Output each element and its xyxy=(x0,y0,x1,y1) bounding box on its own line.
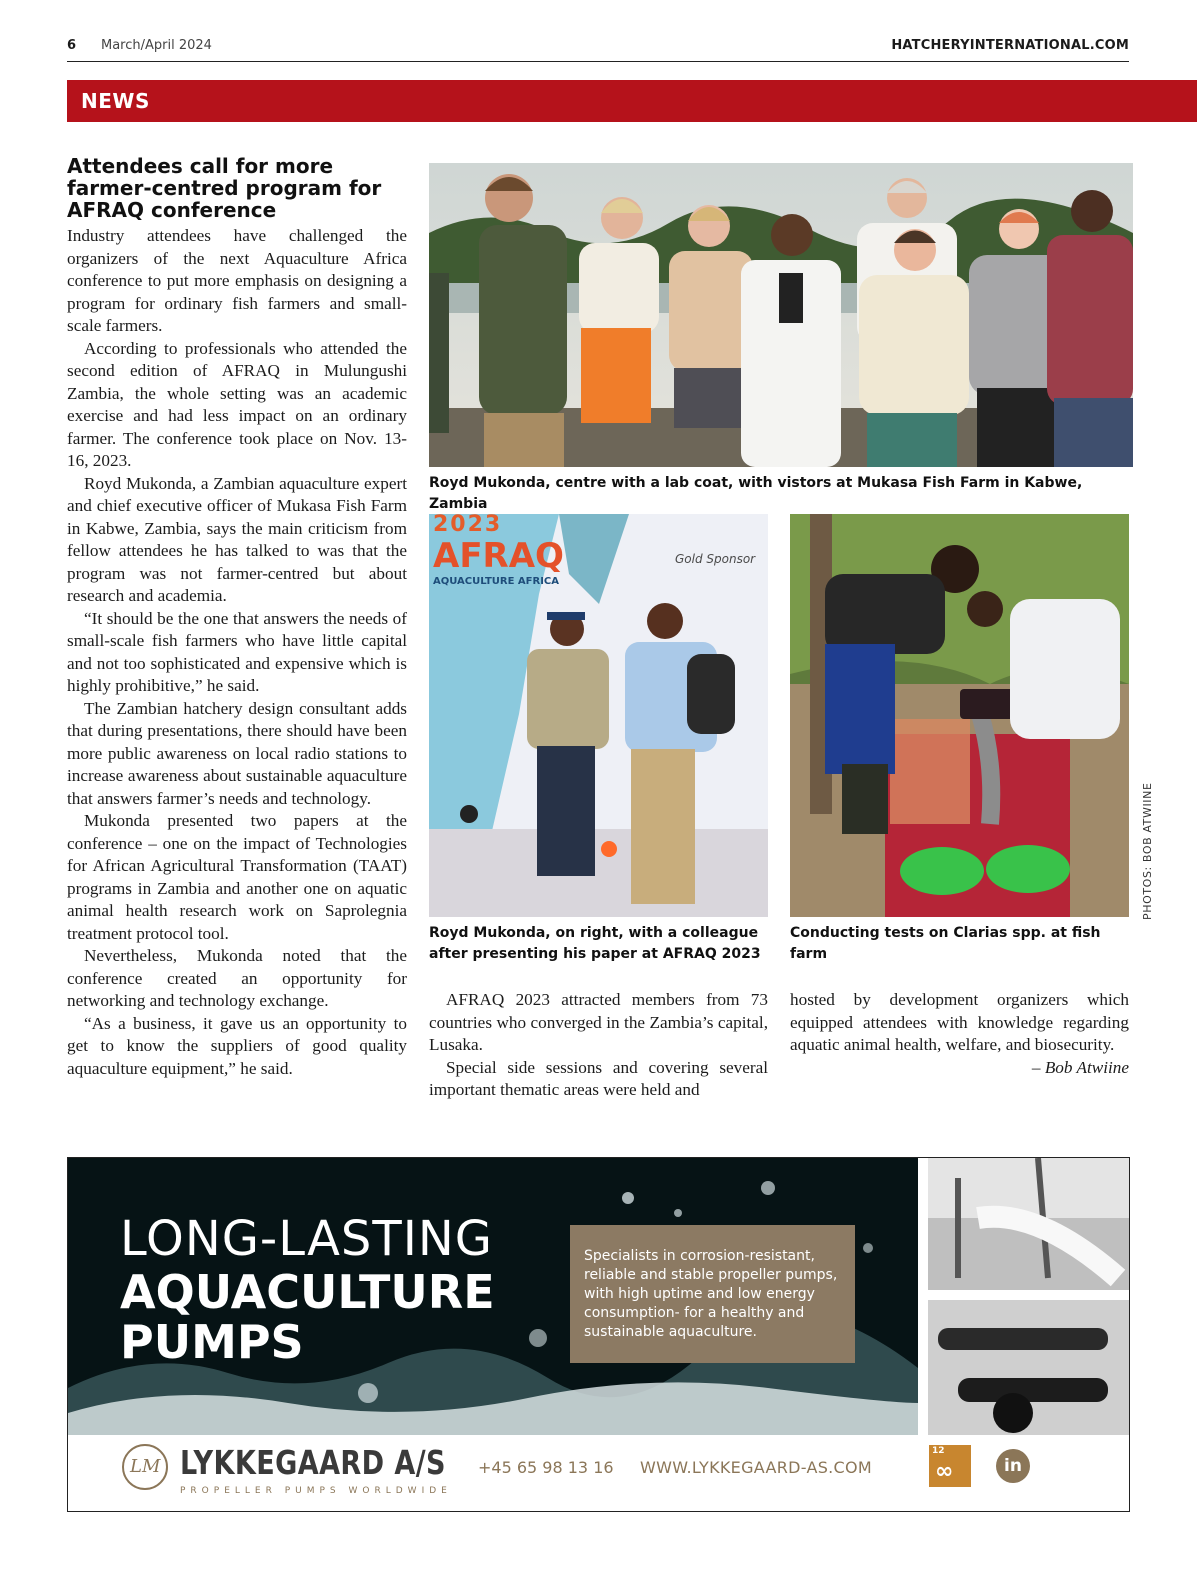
ad-title-line-2: AQUACULTURE xyxy=(120,1265,495,1319)
paragraph: Nevertheless, Mukonda noted that the conference created an opportunity for networking and technology exchange. xyxy=(67,946,407,1010)
header-rule xyxy=(67,61,1129,62)
paragraph: Royd Mukonda, a Zambian aquaculture expert and chief executive officer of Mukasa Fish Farm in Kabwe, Zambia, says the main criticism from fellow attendees he has talked to was that the program was not farmer-centred but about research and academia. xyxy=(67,473,407,605)
page-number: 6 xyxy=(67,38,77,53)
byline: – Bob Atwiine xyxy=(1031,1057,1129,1077)
article-headline: Attendees call for more farmer-centred program for AFRAQ conference xyxy=(67,154,382,222)
brand-logo-mark: LM xyxy=(130,1456,161,1477)
paragraph: hosted by development organizers which equipped attendees with knowledge regarding aquatic animal health, welfare, and biosecurity. xyxy=(790,990,1129,1054)
ad-tagline: PROPELLER PUMPS WORLDWIDE xyxy=(180,1486,452,1496)
group-photo xyxy=(429,163,1133,467)
fish-test-photo xyxy=(790,514,1129,917)
ad-phone[interactable]: +45 65 98 13 16 xyxy=(478,1458,614,1477)
ad-footer xyxy=(68,1435,1129,1511)
ad-description: Specialists in corrosion-resistant, reliable and stable propeller pumps, with high uptime and low energy consumption- for a healthy and sustainable aquaculture. xyxy=(570,1225,855,1363)
paragraph: “As a business, it gave us an opportunity to get to know the suppliers of good quality aquaculture equipment,” he said. xyxy=(67,1013,407,1078)
advertisement[interactable] xyxy=(67,1157,1130,1512)
paragraph: AFRAQ 2023 attracted members from 73 countries who converged in the Zambia’s capital, Lusaka. xyxy=(429,990,768,1054)
ad-title-line-3: PUMPS xyxy=(120,1315,304,1369)
banner-year: 2023 xyxy=(433,514,503,537)
photo-credit: PHOTOS: BOB ATWIINE xyxy=(1141,782,1154,920)
article-column-3 xyxy=(790,989,1129,1079)
infinity-icon: ∞ xyxy=(935,1459,954,1484)
brand-logo-icon xyxy=(122,1444,168,1490)
linkedin-icon[interactable] xyxy=(996,1449,1030,1483)
banner-subtitle: AQUACULTURE AFRICA xyxy=(433,576,559,587)
section-label: NEWS xyxy=(81,89,150,113)
site-name[interactable]: HATCHERYINTERNATIONAL.COM xyxy=(891,38,1129,53)
banner-sponsor: Gold Sponsor xyxy=(675,552,756,566)
ad-brand-name: LYKKEGAARD A/S xyxy=(180,1443,446,1482)
sdg-number: 12 xyxy=(932,1446,945,1456)
paragraph: Industry attendees have challenged the organizers of the next Aquaculture Africa conference to put more emphasis on designing a program for ordinary fish farmers and small-scale farmers. xyxy=(67,226,407,335)
top-photo-caption: Royd Mukonda, centre with a lab coat, with vistors at Mukasa Fish Farm in Kabwe, Zambia xyxy=(429,475,1083,512)
section-bar xyxy=(67,80,1197,122)
paragraph: Mukonda presented two papers at the conference – one on the impact of Technologies for African Agricultural Transformation (TAAT) programs in Zambia and another one on aquatic animal health research work on Saprolegnia treatment protocol tool. xyxy=(67,811,407,943)
ad-website-link[interactable]: WWW.LYKKEGAARD-AS.COM xyxy=(640,1458,873,1477)
article-column-1 xyxy=(67,225,407,1080)
right-photo-caption: Conducting tests on Clarias spp. at fish farm xyxy=(790,925,1101,962)
paragraph: Special side sessions and covering several important thematic areas were held and xyxy=(429,1057,768,1099)
ad-hero-image xyxy=(68,1158,918,1435)
paragraph: According to professionals who attended the second edition of AFRAQ in Mulungushi Zambia, the whole setting was an academic exercise and had less impact on an ordinary farmer. The conference took place on Nov. 13-16, 2023. xyxy=(67,338,407,470)
ad-pump-images xyxy=(918,1158,1129,1435)
banner-name: AFRAQ xyxy=(433,536,564,576)
linkedin-label: in xyxy=(1004,1456,1022,1476)
ad-title-line-1: LONG-LASTING xyxy=(120,1211,493,1267)
paragraph: The Zambian hatchery design consultant adds that during presentations, there should have been more public awareness on local radio stations to increase awareness about sustainable aquaculture that answers farmer’s needs and technology. xyxy=(67,698,407,808)
sdg-goal-icon xyxy=(929,1445,971,1487)
left-photo-caption: Royd Mukonda, on right, with a colleague after presenting his paper at AFRAQ 2023 xyxy=(429,925,761,962)
article-column-2 xyxy=(429,989,768,1102)
issue-date: March/April 2024 xyxy=(101,38,212,53)
conference-photo xyxy=(429,514,768,917)
paragraph: “It should be the one that answers the needs of small-scale fish farmers who have little capital and not too sophisticated and expensive which is highly prohibitive,” he said. xyxy=(67,608,407,695)
